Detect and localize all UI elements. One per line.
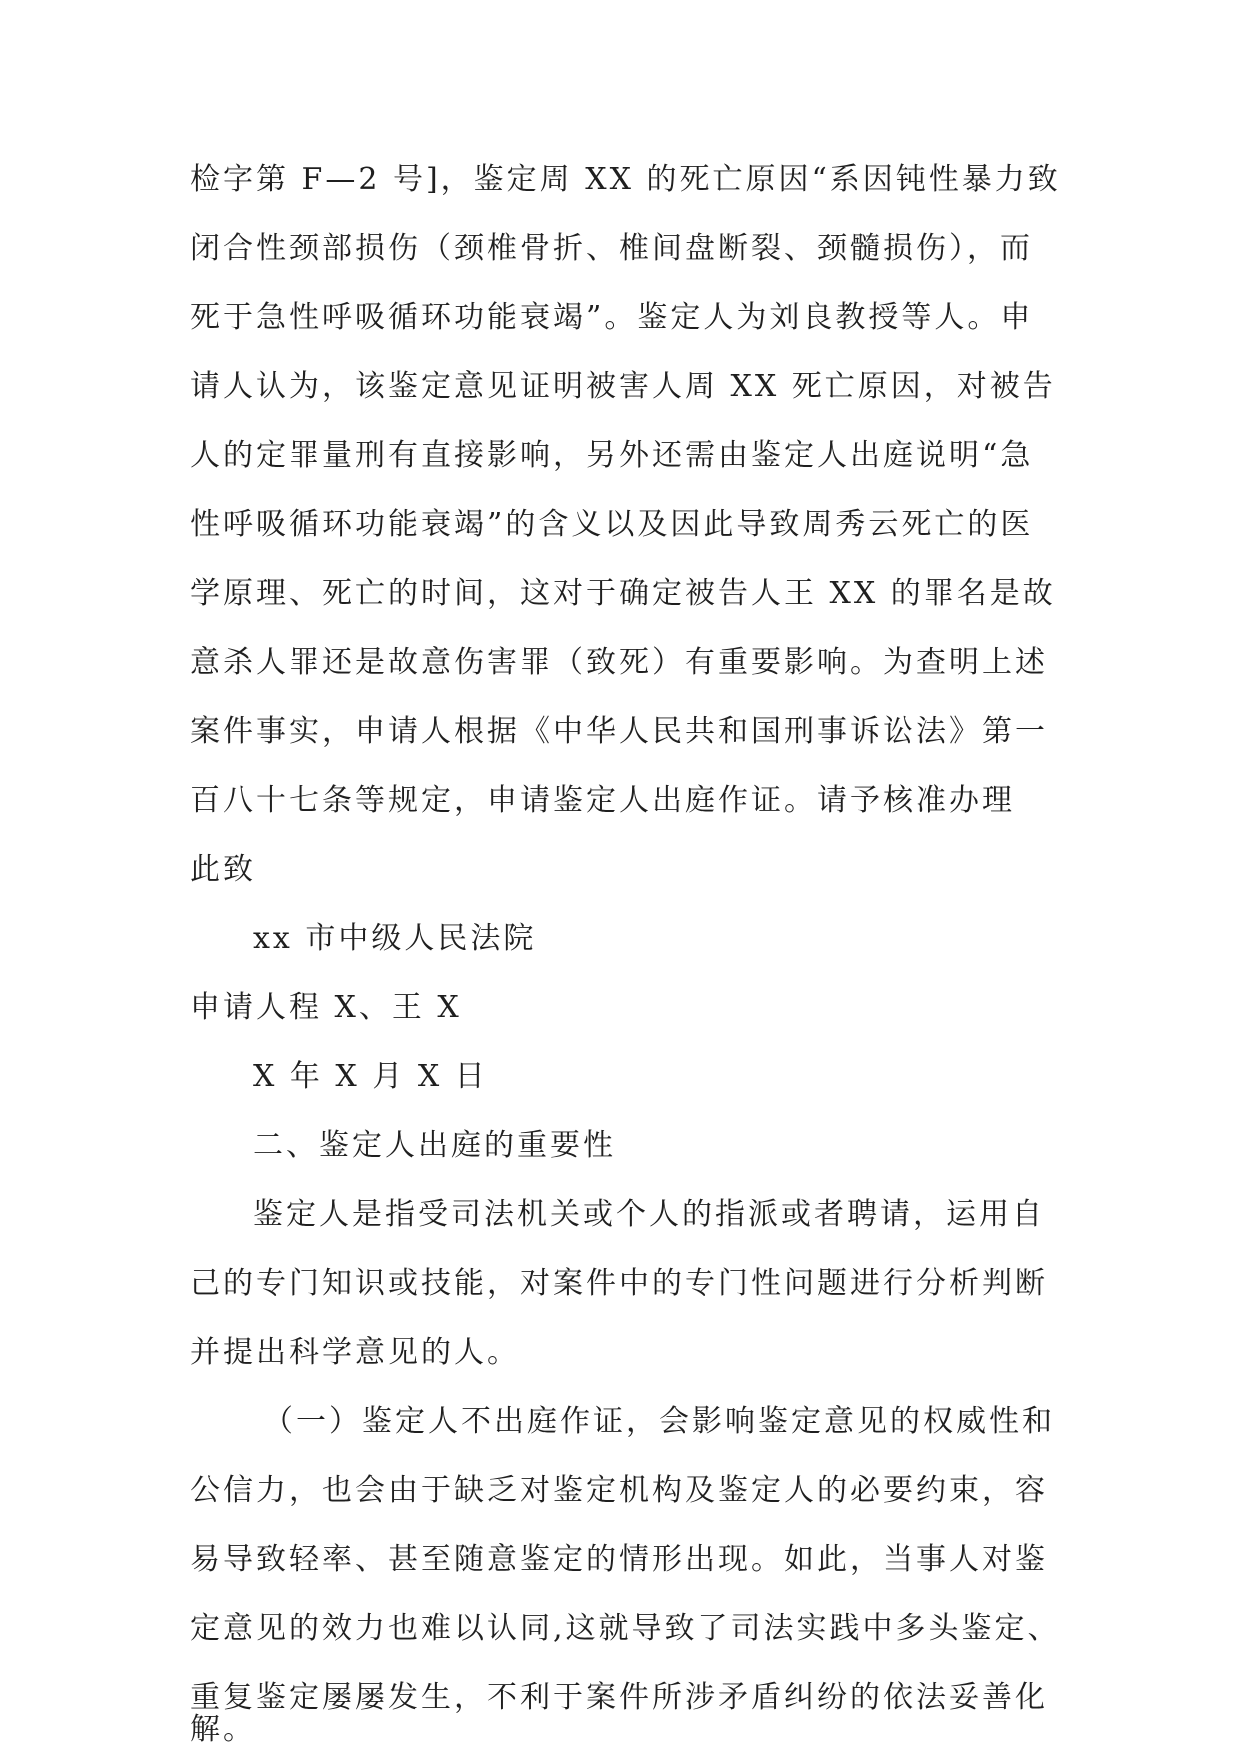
section-heading: 二、鉴定人出庭的重要性	[253, 1128, 616, 1163]
subsection-paragraph-start: （一）鉴定人不出庭作证，会影响鉴定意见的权威性和	[263, 1404, 1055, 1439]
body-text-line: 并提出科学意见的人。	[190, 1335, 520, 1370]
body-text-line: 死于急性呼吸循环功能衰竭”。鉴定人为刘良教授等人。申	[190, 300, 1034, 335]
body-text-line: 定意见的效力也难以认同,这就导致了司法实践中多头鉴定、	[190, 1611, 1061, 1646]
body-text-line: 人的定罪量刑有直接影响，另外还需由鉴定人出庭说明“急	[190, 438, 1034, 473]
body-text-line: 检字第 F—2 号]，鉴定周 XX 的死亡原因“系因钝性暴力致	[190, 162, 1061, 197]
body-text-line: 己的专门知识或技能，对案件中的专门性问题进行分析判断	[190, 1266, 1048, 1301]
body-text-line: 案件事实，申请人根据《中华人民共和国刑事诉讼法》第一	[190, 714, 1048, 749]
body-text-line: 重复鉴定屡屡发生，不利于案件所涉矛盾纠纷的依法妥善化	[190, 1680, 1048, 1715]
body-text-line: 闭合性颈部损伤（颈椎骨折、椎间盘断裂、颈髓损伤），而	[190, 231, 1033, 266]
salutation: 此致	[190, 852, 256, 887]
body-text-line: 请人认为，该鉴定意见证明被害人周 XX 死亡原因，对被告	[190, 369, 1056, 404]
body-text-line: 公信力，也会由于缺乏对鉴定机构及鉴定人的必要约束，容	[190, 1473, 1048, 1508]
body-text-line: 百八十七条等规定，申请鉴定人出庭作证。请予核准办理	[190, 783, 1015, 818]
body-text-line: 解。	[190, 1712, 256, 1747]
body-text-line: 意杀人罪还是故意伤害罪（致死）有重要影响。为查明上述	[190, 645, 1048, 680]
body-text-line: 鉴定人是指受司法机关或个人的指派或者聘请，运用自	[253, 1197, 1045, 1232]
applicant-signature: 申请人程 X、王 X	[190, 990, 462, 1025]
signature-date: X 年 X 月 X 日	[253, 1059, 488, 1094]
recipient-court: xx 市中级人民法院	[253, 921, 537, 956]
body-text-line: 性呼吸循环功能衰竭”的含义以及因此导致周秀云死亡的医	[190, 507, 1034, 542]
body-text-line: 易导致轻率、甚至随意鉴定的情形出现。如此，当事人对鉴	[190, 1542, 1048, 1577]
body-text-line: 学原理、死亡的时间，这对于确定被告人王 XX 的罪名是故	[190, 576, 1056, 611]
